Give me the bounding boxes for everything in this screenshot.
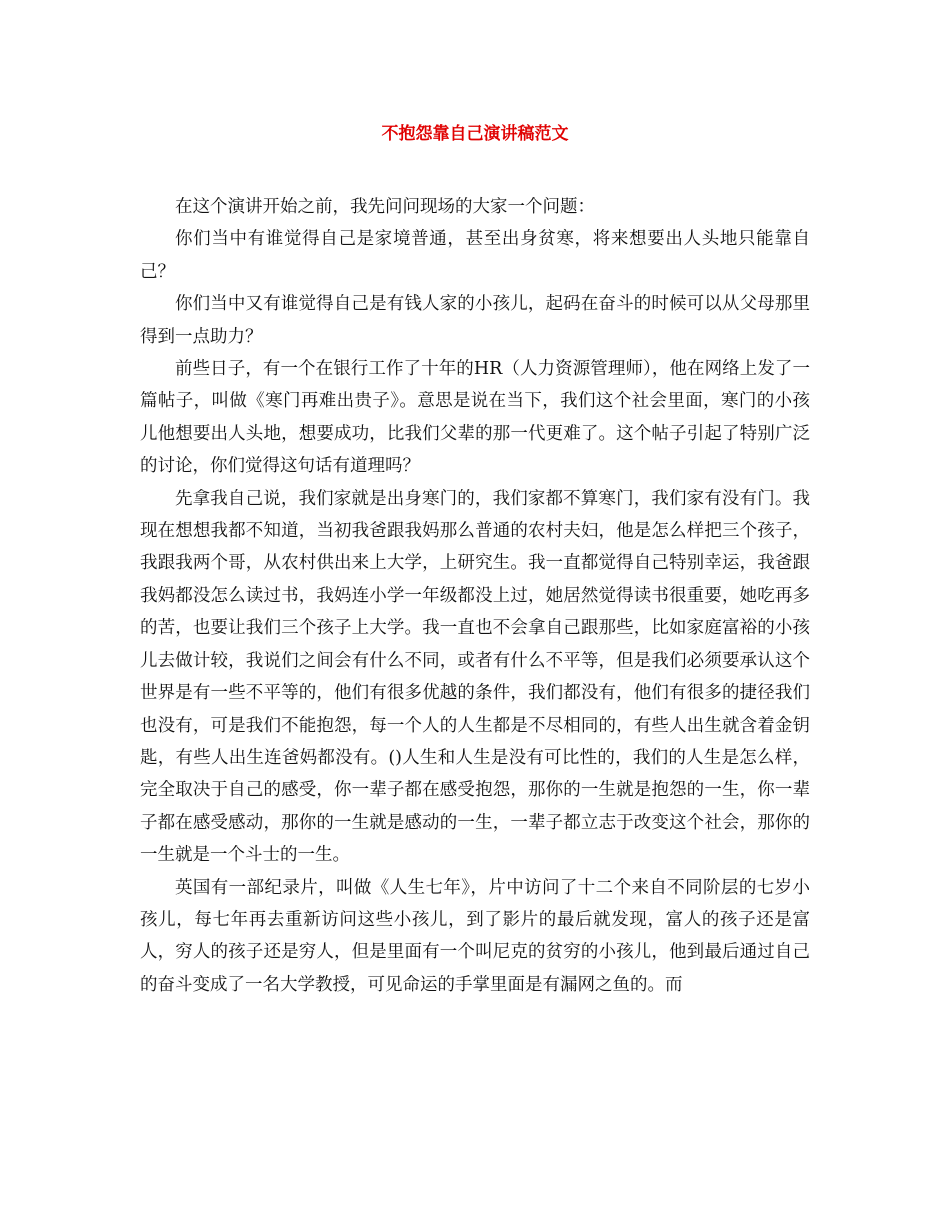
paragraph-4: 前些日子，有一个在银行工作了十年的HR（人力资源管理师），他在网络上发了一篇帖子，叫做《寒门再难出贵子》。意思是说在当下，我们这个社会里面，寒门的小孩儿他想要出人头地，想要成功，比我们父辈的那一代更难了。这个帖子引起了特别广泛的讨论，你们觉得这句话有道理吗？ — [140, 359, 810, 477]
paragraph-1: 在这个演讲开始之前，我先问问现场的大家一个问题： — [175, 197, 595, 217]
paragraph-5: 先拿我自己说，我们家就是出身寒门的，我们家都不算寒门，我们家有没有门。我现在想想我都不知道，当初我爸跟我妈那么普通的农村夫妇，他是怎么样把三个孩子，我跟我两个哥，从农村供出来上大学，上研究生。我一直都觉得自己特别幸运，我爸跟我妈都没怎么读过书，我妈连小学一年级都没上过，她居然觉得读书很重要，她吃再多的苦，也要让我们三个孩子上大学。我一直也不会拿自己跟那些，比如家庭富裕的小孩儿去做计较，我说们之间会有什么不同，或者有什么不平等，但是我们必须要承认这个世界是有一些不平等的，他们有很多优越的条件，我们都没有，他们有很多的捷径我们也没有，可是我们不能抱怨，每一个人的人生都是不尽相同的，有些人出生就含着金钥匙，有些人出生连爸妈都没有。()人生和人生是没有可比性的，我们的人生是怎么样，完全取决于自己的感受，你一辈子都在感受抱怨，那你的一生就是抱怨的一生，你一辈子都在感受感动，那你的一生就是感动的一生，一辈子都立志于改变这个社会，那你的一生就是一个斗士的一生。 — [140, 488, 810, 866]
paragraph-2: 你们当中有谁觉得自己是家境普通，甚至出身贫寒，将来想要出人头地只能靠自己？ — [140, 229, 810, 282]
paragraph-6: 英国有一部纪录片，叫做《人生七年》，片中访问了十二个来自不同阶层的七岁小孩儿，每七年再去重新访问这些小孩儿，到了影片的最后就发现，富人的孩子还是富人，穷人的孩子还是穷人，但是里面有一个叫尼克的贫穷的小孩儿，他到最后通过自己的奋斗变成了一名大学教授，可见命运的手掌里面是有漏网之鱼的。而 — [140, 877, 810, 995]
paragraph-3: 你们当中又有谁觉得自己是有钱人家的小孩儿，起码在奋斗的时候可以从父母那里得到一点助力？ — [140, 294, 810, 347]
document-body — [140, 191, 810, 1001]
page-title: 不抱怨靠自己演讲稿范文 — [381, 124, 569, 144]
